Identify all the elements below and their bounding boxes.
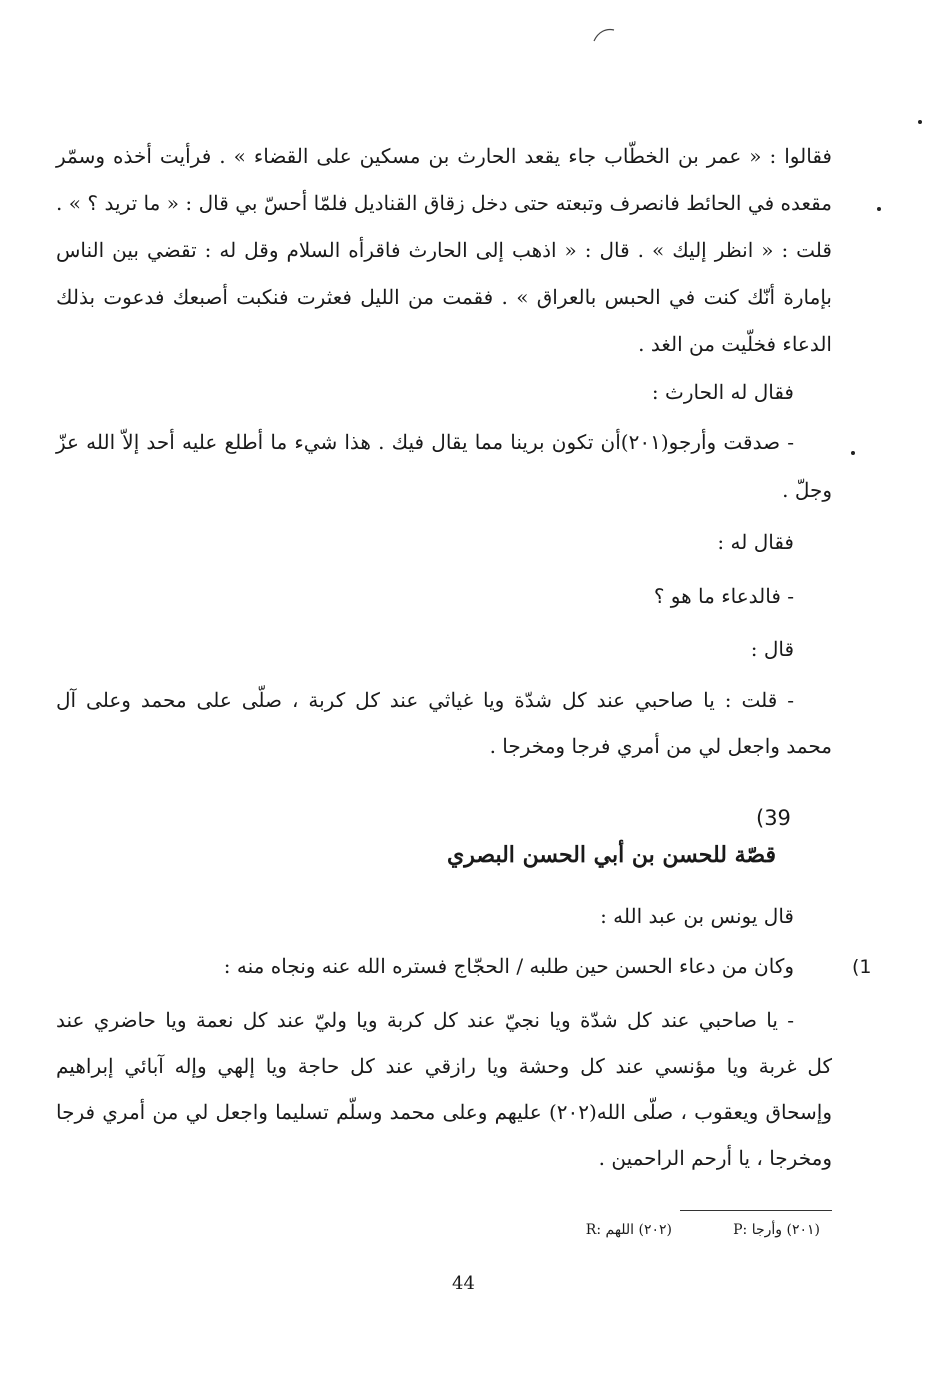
paragraph-5-line-4: ومخرجا ، يا أرحم الراحمين . bbox=[598, 1146, 832, 1170]
section-title: قصّة للحسن بن أبي الحسن البصري bbox=[447, 842, 776, 868]
paragraph-1-line-2: مقعده في الحائط فانصرف وتبعته حتى دخل زقاق القناديل فلمّا أحسّ بي قال : « ما تريد ؟ » . bbox=[56, 191, 832, 215]
paragraph-5-line-3: وإسحاق ويعقوب ، صلّى الله(٢٠٢) عليهم وعلى محمد وسلّم تسليما واجعل لي من أمري فرجا bbox=[56, 1100, 832, 1124]
section-number: (39 bbox=[756, 806, 791, 830]
speech-line-1: فقال له الحارث : bbox=[651, 380, 794, 404]
paragraph-2-line-2: وجلّ . bbox=[782, 478, 832, 502]
paragraph-2-line-1: - صدقت وأرجو(٢٠١)أن تكون برينا مما يقال فيك . هذا شيء ما أطلع عليه أحد إلاّ الله عزّ bbox=[56, 430, 794, 454]
speech-line-2: فقال له : bbox=[717, 530, 794, 554]
paragraph-4-text: وكان من دعاء الحسن حين طلبه / الحجّاج فستره الله عنه ونجاه منه : bbox=[223, 954, 794, 978]
margin-dot-2 bbox=[877, 207, 881, 211]
paragraph-1-line-3: قلت : « انظر إليك » . قال : « اذهب إلى الحارث فاقرأه السلام وقل له : تقضي بين الناس bbox=[56, 238, 832, 262]
page-number: 44 bbox=[452, 1273, 475, 1294]
footnote-201: (٢٠١) وأرجا :P bbox=[733, 1222, 820, 1238]
scan-mark-top bbox=[592, 26, 616, 44]
paragraph-3-line-2: محمد واجعل لي من أمري فرجا ومخرجا . bbox=[489, 734, 832, 758]
paragraph-5-line-2: كل غربة ويا مؤنسي عند كل وحشة ويا رازقي عند كل حاجة ويا إلهي وإله آبائي إبراهيم bbox=[56, 1054, 832, 1078]
speech-line-3: - فالدعاء ما هو ؟ bbox=[653, 584, 794, 608]
footnote-202: (٢٠٢) اللهم :R bbox=[585, 1222, 672, 1238]
margin-dot-3 bbox=[851, 451, 855, 455]
footnote-rule bbox=[680, 1210, 832, 1211]
paragraph-1-line-1: فقالوا : « عمر بن الخطّاب جاء يقعد الحارث بن مسكين على القضاء » . فرأيت أخذه وسمّر bbox=[56, 144, 832, 168]
speech-line-5: قال يونس بن عبد الله : bbox=[600, 904, 794, 928]
paragraph-1-line-4: بإمارة أنّك كنت في الحبس بالعراق » . فقمت من الليل فعثرت فنكبت أصبعك فدعوت بذلك bbox=[56, 285, 832, 309]
paragraph-4-number: (1 bbox=[852, 956, 872, 978]
margin-dot-1 bbox=[918, 120, 922, 124]
paragraph-5-line-1: - يا صاحبي عند كل شدّة ويا نجيّ عند كل كربة ويا وليّ عند كل نعمة ويا حاضري عند bbox=[56, 1008, 794, 1032]
paragraph-3-line-1: - قلت : يا صاحبي عند كل شدّة ويا غياثي عند كل كربة ، صلّى على محمد وعلى آل bbox=[56, 688, 794, 712]
paragraph-1-line-5: الدعاء فخلّيت من الغد . bbox=[638, 332, 832, 356]
speech-line-4: قال : bbox=[750, 637, 794, 661]
